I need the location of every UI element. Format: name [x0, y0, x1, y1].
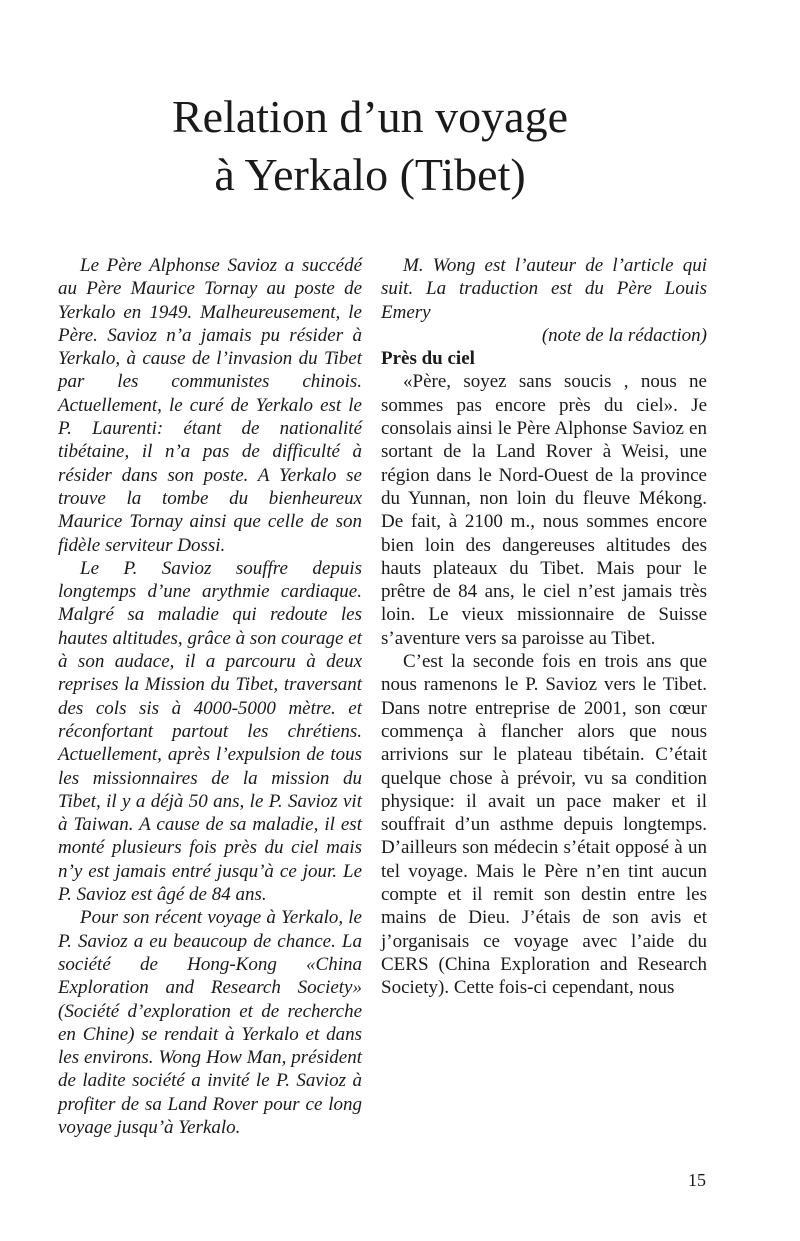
paragraph: «Père, soyez sans soucis , nous ne sommes pas encore près du ciel». Je consolais ainsi le Père Alphonse Savioz en sortant de la Land Rover à Weisi, une région dans le Nord-Ouest de la province du Yunnan, non loin du fleuve Mékong. De fait, à 2100 m., nous sommes encore bien loin des dangereuses altitudes des hauts plateaux du Tibet. Mais pour le prêtre de 84 ans, le ciel n’est jamais très loin. Le vieux missionnaire de Suisse s’aventure vers sa paroisse au Tibet.	[381, 371, 707, 649]
section-heading: Près du ciel	[381, 348, 475, 370]
page-title	[0, 88, 740, 204]
title-line-1: Relation d’un voyage	[171, 91, 568, 142]
paragraph: Le Père Alphonse Savioz a succédé au Père Maurice Tornay au poste de Yerkalo en 1949. Malheureusement, le Père. Savioz n’a jamais pu résider à Yerkalo, à cause de l’invasion du Tibet par les communistes chinois. Actuellement, le curé de Yerkalo est le P. Laurenti: étant de nationalité tibétaine, il n’a pas de difficulté à résider dans son poste. A Yerkalo se trouve la tombe du bienheureux Maurice Tornay ainsi que celle de son fidèle serviteur Dossi.	[58, 255, 362, 556]
paragraph: C’est la seconde fois en trois ans que nous ramenons le P. Savioz vers le Tibet. Dans notre entreprise de 2001, son cœur commença à flancher alors que nous arrivions sur le plateau tibétain. C’était quelque chose à prévoir, vu sa condition physique: il avait un pace maker et il souffrait d’un asthme depuis longtemps. D’ailleurs son médecin s’était opposé à un tel voyage. Mais le Père n’en tint aucun compte et il remit son destin entre les mains de Dieu. J’étais de son avis et j’organisais ce voyage avec l’aide du CERS (China Exploration and Research Society). Cette fois-ci cependant, nous	[381, 651, 707, 999]
page-number: 15	[688, 1170, 706, 1190]
paragraph: Pour son récent voyage à Yerkalo, le P. Savioz a eu beaucoup de chance. La société de Hong-Kong «China Exploration and Research Society» (Société d’exploration et de recherche en Chine) se rendait à Yerkalo et dans les environs. Wong How Man, président de ladite société a invité le P. Savioz à profiter de sa Land Rover pour ce long voyage jusqu’à Yerkalo.	[58, 907, 362, 1138]
left-column	[58, 254, 362, 1139]
editor-intro: M. Wong est l’auteur de l’article qui suit. La traduction est du Père Louis Emery	[381, 255, 707, 323]
title-line-2: à Yerkalo (Tibet)	[214, 149, 526, 200]
editor-note: (note de la rédaction)	[541, 324, 707, 346]
right-column	[381, 254, 707, 1000]
paragraph: Le P. Savioz souffre depuis longtemps d’une arythmie cardiaque. Malgré sa maladie qui redoute les hautes altitudes, grâce à son courage et à son audace, il a parcouru à deux reprises la Mission du Tibet, traversant des cols sis à 4000-5000 mètre. et réconfortant partout les chrétiens. Actuellement, après l’expulsion de tous les missionnaires de la mission du Tibet, il y a déjà 50 ans, le P. Savioz vit à Taiwan. A cause de sa maladie, il est monté plusieurs fois près du ciel mais n’y est jamais entré jusqu’à ce jour. Le P. Savioz est âgé de 84 ans.	[58, 557, 362, 906]
